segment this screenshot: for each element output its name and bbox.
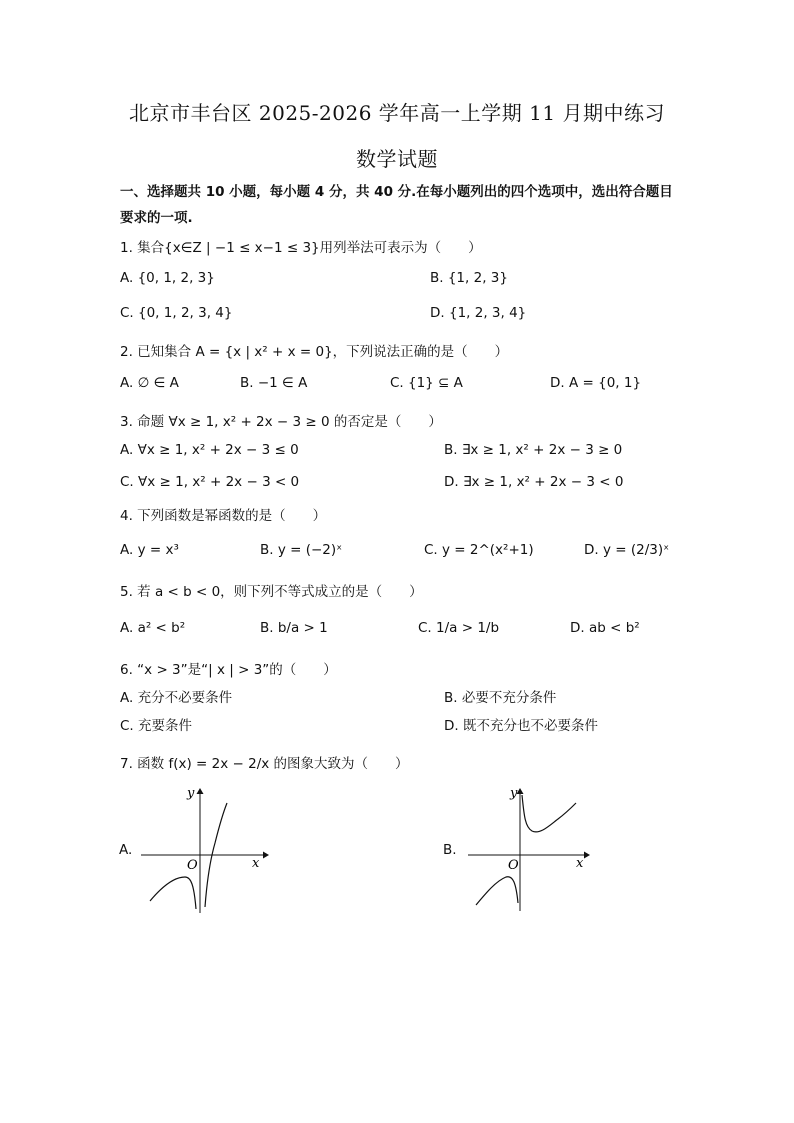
page-subtitle: 数学试题: [356, 147, 438, 171]
graph-b: [462, 785, 597, 915]
question-6-option-b: B. 必要不充分条件: [444, 690, 557, 706]
question-4-option-b: B. y = (−2)ˣ: [260, 542, 343, 558]
question-1-option-c: C. {0, 1, 2, 3, 4}: [120, 305, 233, 321]
question-2-option-b: B. −1 ∈ A: [240, 375, 308, 391]
graph-a-origin-label: O: [187, 858, 198, 873]
question-2-option-c: C. {1} ⊆ A: [390, 375, 463, 391]
question-4-option-a: A. y = x³: [120, 542, 179, 558]
question-1-option-b: B. {1, 2, 3}: [430, 270, 508, 286]
question-3-option-d: D. ∃x ≥ 1, x² + 2x − 3 < 0: [444, 474, 624, 490]
graph-a-y-arrow: [197, 788, 204, 794]
question-5-option-a: A. a² < b²: [120, 620, 186, 636]
graph-a-y-label: y: [187, 786, 195, 801]
graph-b-right-branch: [522, 795, 576, 832]
question-1-stem: 1. 集合{x∈Z | −1 ≤ x−1 ≤ 3}用列举法可表示为（ ）: [120, 240, 482, 256]
question-5-option-b: B. b/a > 1: [260, 620, 328, 636]
question-4-stem: 4. 下列函数是幂函数的是（ ）: [120, 508, 327, 524]
section-heading-line1: 一、选择题共 10 小题，每小题 4 分，共 40 分.在每小题列出的四个选项中，选出符合题目: [120, 184, 673, 200]
section-heading-line2: 要求的一项.: [120, 210, 193, 226]
question-5-stem: 5. 若 a < b < 0，则下列不等式成立的是（ ）: [120, 584, 423, 600]
graph-b-x-label: x: [576, 856, 584, 871]
question-6-option-c: C. 充要条件: [120, 718, 193, 734]
question-6-option-d: D. 既不充分也不必要条件: [444, 718, 598, 734]
question-4-option-d: D. y = (2/3)ˣ: [584, 542, 670, 558]
question-2-option-d: D. A = {0, 1}: [550, 375, 642, 391]
question-1-option-d: D. {1, 2, 3, 4}: [430, 305, 527, 321]
question-2-stem: 2. 已知集合 A = {x | x² + x = 0}，下列说法正确的是（ ）: [120, 344, 509, 360]
graph-b-y-arrow: [517, 788, 524, 794]
graph-a-x-label: x: [252, 856, 260, 871]
question-6-stem: 6. “x > 3”是“| x | > 3”的（ ）: [120, 662, 337, 678]
question-2-option-a: A. ∅ ∈ A: [120, 375, 179, 391]
graph-a: [135, 785, 270, 915]
question-7-option-b-label: B.: [443, 842, 457, 858]
question-3-stem: 3. 命题 ∀x ≥ 1, x² + 2x − 3 ≥ 0 的否定是（ ）: [120, 414, 442, 430]
page-title: 北京市丰台区 2025-2026 学年高一上学期 11 月期中练习: [129, 101, 665, 125]
question-3-option-b: B. ∃x ≥ 1, x² + 2x − 3 ≥ 0: [444, 442, 623, 458]
question-3-option-c: C. ∀x ≥ 1, x² + 2x − 3 < 0: [120, 474, 300, 490]
question-6-option-a: A. 充分不必要条件: [120, 690, 233, 706]
question-4-option-c: C. y = 2^(x²+1): [424, 542, 534, 558]
graph-b-y-label: y: [510, 786, 518, 801]
question-7-option-a-label: A.: [119, 842, 133, 858]
graph-b-left-branch: [476, 877, 518, 905]
question-1-option-a: A. {0, 1, 2, 3}: [120, 270, 215, 286]
question-3-option-a: A. ∀x ≥ 1, x² + 2x − 3 ≤ 0: [120, 442, 299, 458]
graph-a-left-branch: [150, 877, 196, 909]
question-5-option-d: D. ab < b²: [570, 620, 640, 636]
graph-b-x-arrow: [584, 852, 590, 859]
graph-a-x-arrow: [263, 852, 269, 859]
graph-b-origin-label: O: [508, 858, 519, 873]
question-5-option-c: C. 1/a > 1/b: [418, 620, 500, 636]
question-7-stem: 7. 函数 f(x) = 2x − 2/x 的图象大致为（ ）: [120, 756, 409, 772]
